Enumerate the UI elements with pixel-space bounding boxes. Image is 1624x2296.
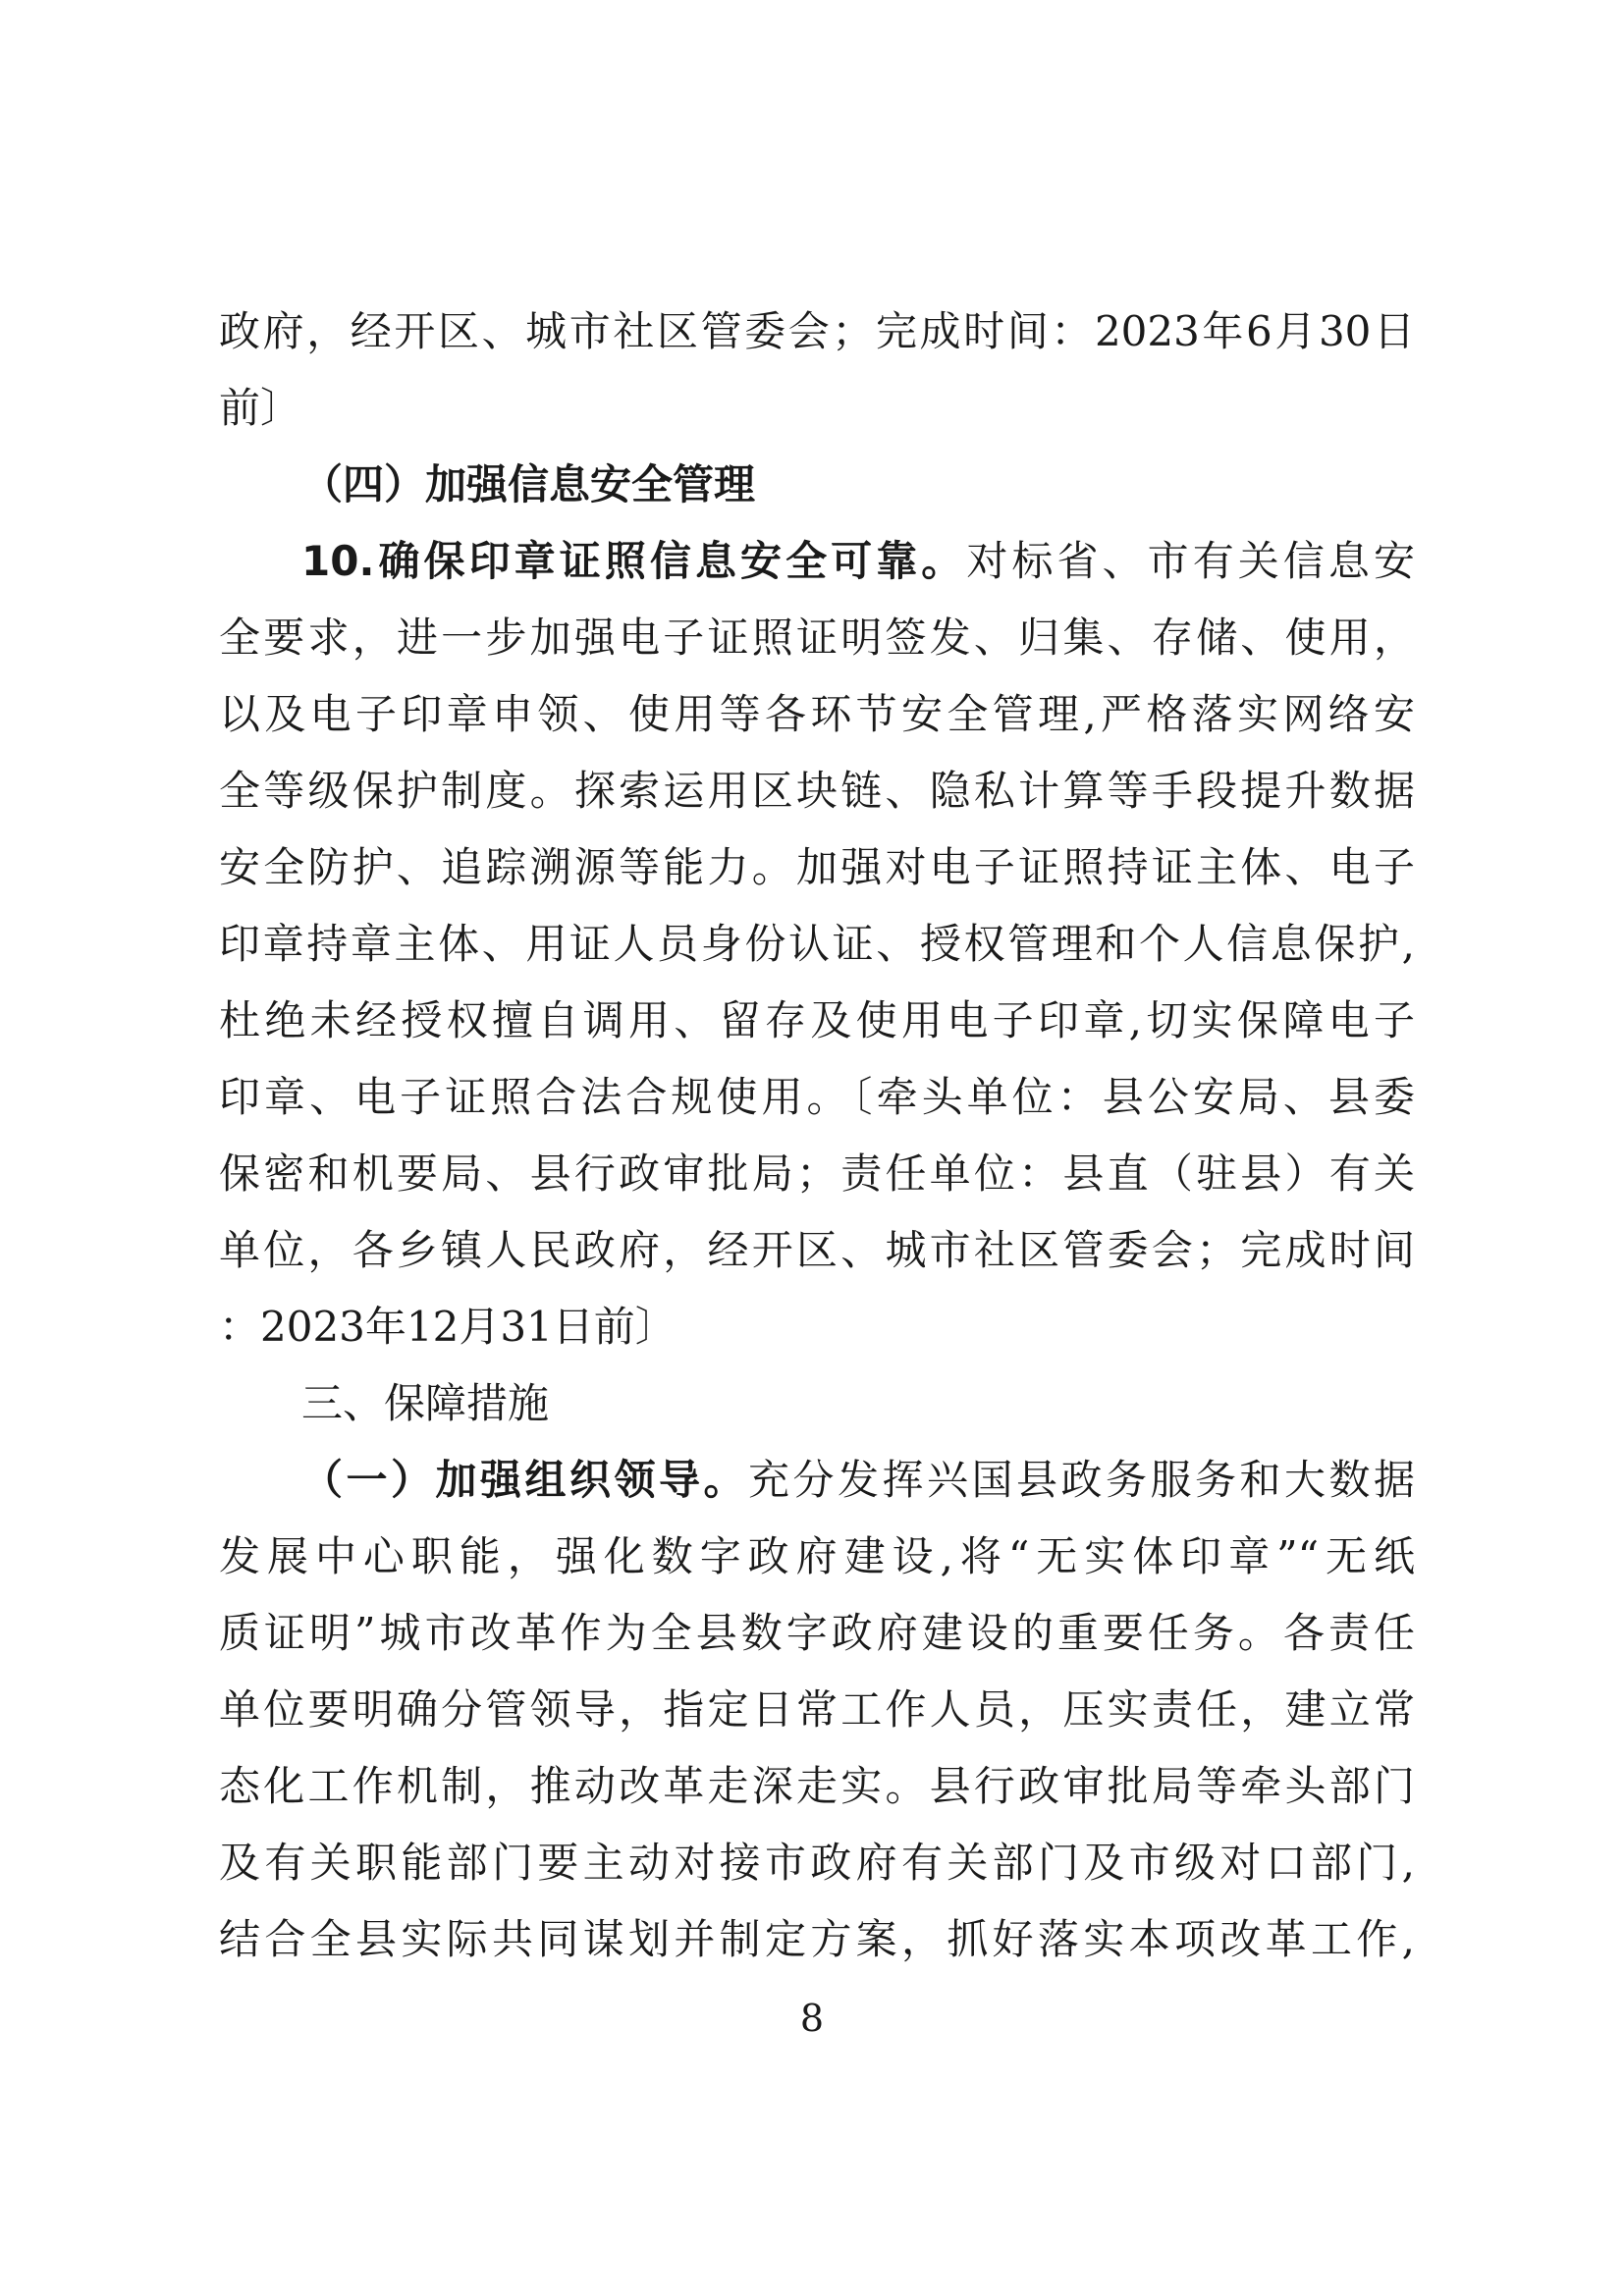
text-line: 安全防护、追踪溯源等能力。加强对电子证照持证主体、电子 xyxy=(219,843,1415,891)
item-1-first-line xyxy=(219,1453,1415,1508)
text-line: 单位要明确分管领导，指定日常工作人员，压实责任，建立常 xyxy=(219,1685,1415,1734)
item-10-text: 对标省、市有关信息安 xyxy=(966,537,1415,585)
text-line: 政府，经开区、城市社区管委会；完成时间：2023年6月30日 xyxy=(219,307,1415,355)
text-line: 结合全县实际共同谋划并制定方案，抓好落实本项改革工作, xyxy=(219,1915,1415,1963)
text-line: 发展中心职能，强化数字政府建设,将“无实体印章”“无纸 xyxy=(219,1532,1415,1580)
text-line: 印章、电子证照合法合规使用。〔牵头单位：县公安局、县委 xyxy=(219,1073,1415,1121)
text-line: 及有关职能部门要主动对接市政府有关部门及市级对口部门, xyxy=(219,1839,1415,1887)
text-line: 杜绝未经授权擅自调用、留存及使用电子印章,切实保障电子 xyxy=(219,996,1415,1044)
text-line: 态化工作机制，推动改革走深走实。县行政审批局等牵头部门 xyxy=(219,1762,1415,1810)
text-line: 前〕 xyxy=(219,384,302,432)
text-line: 全要求，进一步加强电子证照证明签发、归集、存储、使用， xyxy=(219,614,1415,662)
text-line: 单位，各乡镇人民政府，经开区、城市社区管委会；完成时间 xyxy=(219,1226,1415,1274)
text-line: 印章持章主体、用证人员身份认证、授权管理和个人信息保护, xyxy=(219,920,1415,968)
text-line: 全等级保护制度。探索运用区块链、隐私计算等手段提升数据 xyxy=(219,767,1415,815)
text-line: 以及电子印章申领、使用等各环节安全管理,严格落实网络安 xyxy=(219,690,1415,738)
text-line: ：2023年12月31日前〕 xyxy=(219,1303,677,1351)
item-1-text: 充分发挥兴国县政务服务和大数据 xyxy=(748,1456,1415,1504)
item-10-title: 10.确保印章证照信息安全可靠。 xyxy=(301,537,967,585)
item-1-title: （一）加强组织领导。 xyxy=(301,1456,748,1504)
text-line: 保密和机要局、县行政审批局；责任单位：县直（驻县）有关 xyxy=(219,1149,1415,1198)
section-heading: （四）加强信息安全管理 xyxy=(301,460,756,508)
section-heading: 三、保障措施 xyxy=(301,1379,550,1427)
page-number: 8 xyxy=(799,1997,825,2040)
text-line: 质证明”城市改革作为全县数字政府建设的重要任务。各责任 xyxy=(219,1609,1415,1657)
item-10-first-line xyxy=(219,534,1415,589)
